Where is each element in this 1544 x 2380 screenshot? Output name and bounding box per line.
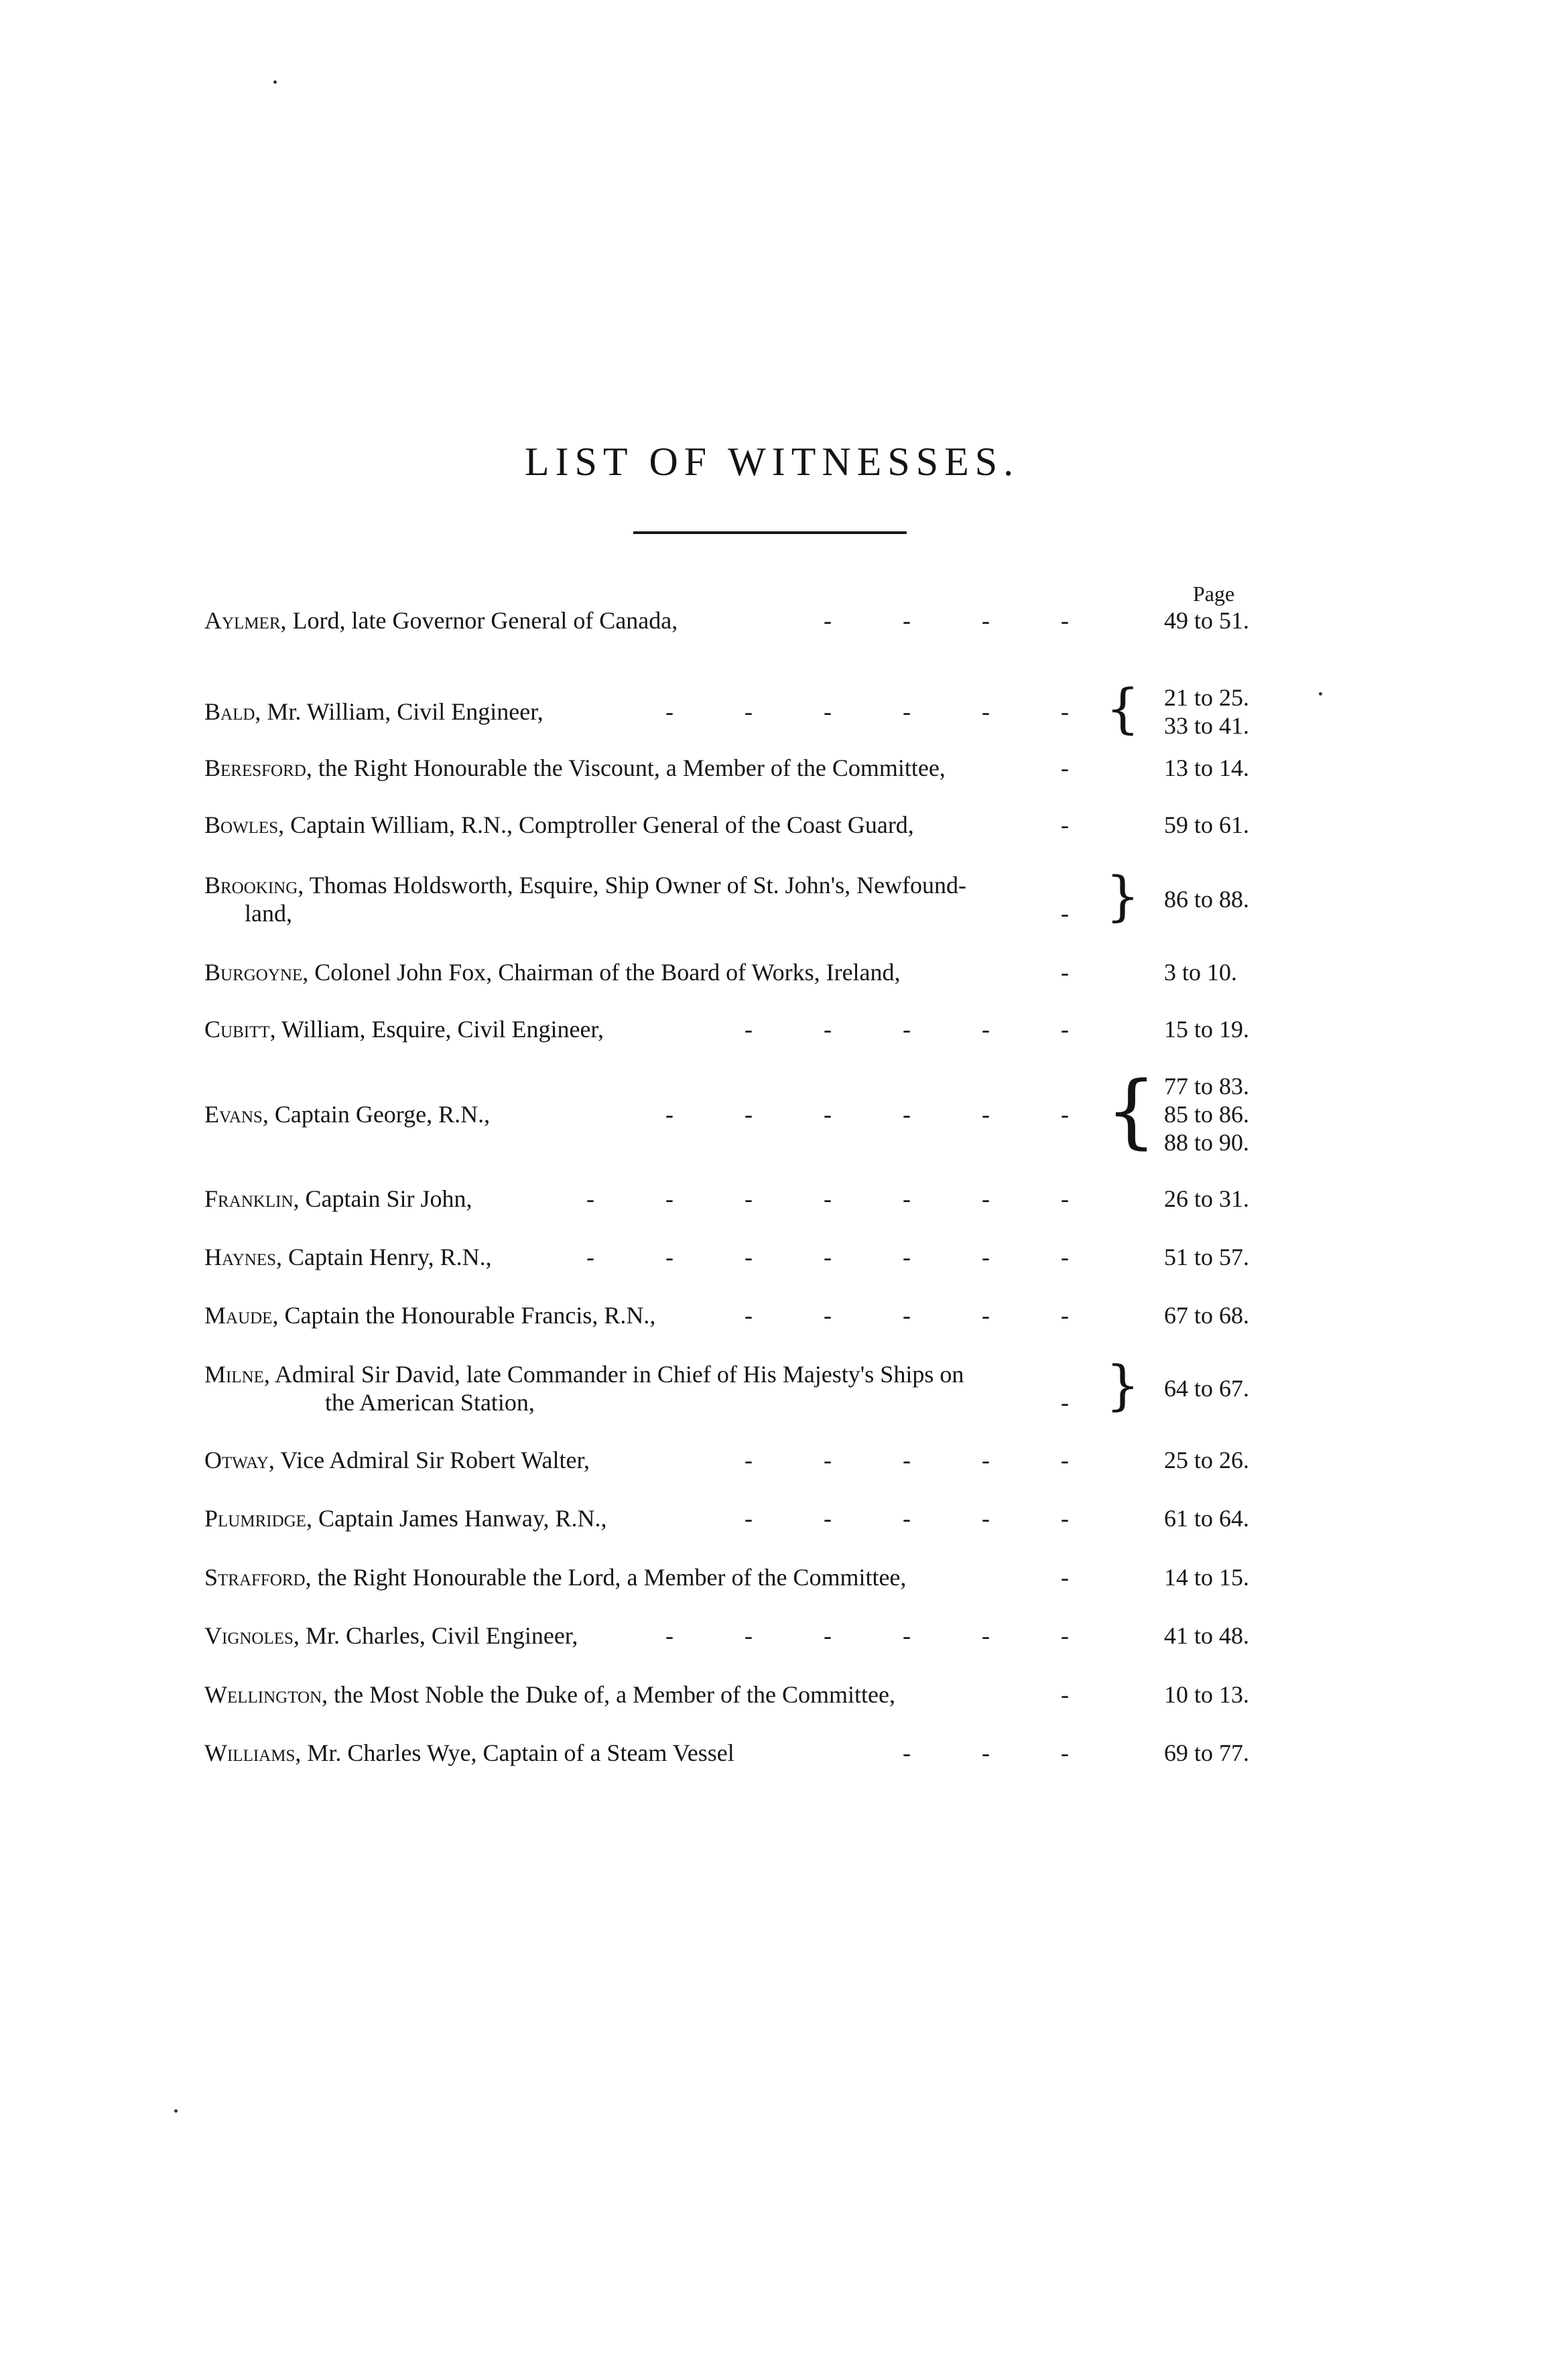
witness-surname: Beresford, xyxy=(204,754,312,781)
witness-name-line xyxy=(204,1504,607,1532)
witness-surname: Cubitt, xyxy=(204,1016,276,1043)
witness-name-line xyxy=(204,871,966,899)
page-range-value: 10 to 13. xyxy=(1164,1681,1250,1708)
witness-name-line xyxy=(204,1185,472,1213)
witness-entry xyxy=(204,865,1277,927)
witness-name-line xyxy=(204,811,914,839)
witness-entry xyxy=(204,606,1277,635)
witness-description: Captain James Hanway, R.N., xyxy=(312,1505,607,1532)
witness-name-line xyxy=(204,1100,490,1128)
leader-dashes: - - - xyxy=(903,1739,1069,1766)
page-range-value: 41 to 48. xyxy=(1164,1622,1250,1649)
leader-dashes: - xyxy=(1061,1389,1069,1416)
leader-dashes: - - - - - - xyxy=(665,698,1069,725)
witness-entry xyxy=(204,1185,1277,1213)
witness-name-line xyxy=(204,1015,604,1043)
witness-name-line xyxy=(204,1563,906,1591)
witness-entry xyxy=(204,1563,1277,1591)
page-range-value: 26 to 31. xyxy=(1164,1185,1250,1212)
page-range-value: 88 to 90. xyxy=(1164,1129,1250,1156)
witness-description: William, Esquire, Civil Engineer, xyxy=(275,1016,604,1043)
paper-speck xyxy=(1319,692,1322,696)
leader-dashes: - - - - - - xyxy=(665,1622,1069,1649)
witness-description: Lord, late Governor General of Canada, xyxy=(286,607,678,634)
witness-entry xyxy=(204,1301,1277,1329)
witness-surname: Evans, xyxy=(204,1101,269,1128)
page-range-value: 61 to 64. xyxy=(1164,1505,1250,1532)
witness-surname: Strafford, xyxy=(204,1564,312,1591)
witness-description: Captain the Honourable Francis, R.N., xyxy=(278,1302,656,1329)
page-range-value: 33 to 41. xyxy=(1164,712,1250,739)
witness-name-line xyxy=(204,1360,964,1388)
witness-name-line xyxy=(204,1301,655,1329)
page-range-value: 67 to 68. xyxy=(1164,1302,1250,1329)
page-range-value: 14 to 15. xyxy=(1164,1564,1250,1591)
witness-description-continued: the American Station, xyxy=(325,1389,535,1416)
witness-surname: Wellington, xyxy=(204,1681,328,1708)
witness-entry xyxy=(204,1015,1277,1043)
page-range-value: 69 to 77. xyxy=(1164,1739,1250,1766)
page-range-value: 25 to 26. xyxy=(1164,1447,1250,1473)
leader-dashes: - xyxy=(1061,900,1069,927)
witness-name-line xyxy=(204,606,678,635)
page-range-value: 15 to 19. xyxy=(1164,1016,1250,1043)
page-range-value: 13 to 14. xyxy=(1164,754,1250,781)
witness-surname: Bowles, xyxy=(204,811,285,838)
page-range-value: 3 to 10. xyxy=(1164,959,1238,986)
witness-description: Mr. Charles Wye, Captain of a Steam Vessel xyxy=(301,1739,734,1766)
witness-name-line xyxy=(204,1680,895,1709)
witness-surname: Franklin, xyxy=(204,1185,300,1212)
witness-description: Mr. William, Civil Engineer, xyxy=(261,698,543,725)
witness-surname: Aylmer, xyxy=(204,607,287,634)
witness-surname: Vignoles, xyxy=(204,1622,300,1649)
right-brace: } xyxy=(1106,1354,1140,1416)
page-range-value: 85 to 86. xyxy=(1164,1101,1250,1128)
paper-speck xyxy=(174,2109,178,2113)
leader-dashes: - - - - - xyxy=(745,1016,1069,1043)
leader-dashes: - - - - xyxy=(824,607,1069,634)
witness-entry xyxy=(204,958,1277,986)
witness-description: the Right Honourable the Viscount, a Member of the Committee, xyxy=(312,754,946,781)
witness-description-continued: land, xyxy=(245,900,292,927)
leader-dashes: - - - - - xyxy=(745,1447,1069,1473)
witness-name-line xyxy=(204,1446,590,1474)
witness-entry xyxy=(204,811,1277,839)
leader-dashes: - - - - - - - xyxy=(586,1244,1069,1270)
page-title: LIST OF WITNESSES. xyxy=(524,440,1020,484)
witness-description: Captain Sir John, xyxy=(299,1185,472,1212)
witness-description: Captain William, R.N., Comptroller General of the Coast Guard, xyxy=(284,811,914,838)
paper-speck xyxy=(273,80,277,84)
page-range-value: 86 to 88. xyxy=(1164,886,1250,913)
page-column-header: Page xyxy=(1193,582,1235,606)
witness-entry xyxy=(204,1446,1277,1474)
witness-name-line xyxy=(204,1622,578,1650)
leader-dashes: - xyxy=(1061,959,1069,986)
witness-name-line xyxy=(204,754,946,782)
witness-surname: Burgoyne, xyxy=(204,959,309,986)
witness-entry xyxy=(204,754,1277,782)
witness-entry xyxy=(204,1354,1277,1416)
witness-entry xyxy=(204,1243,1277,1271)
witness-entry xyxy=(204,1065,1277,1158)
leader-dashes: - - - - - - - xyxy=(586,1185,1069,1212)
witness-surname: Haynes, xyxy=(204,1244,283,1270)
page-range-value: 21 to 25. xyxy=(1164,684,1250,711)
page-range-value: 51 to 57. xyxy=(1164,1244,1250,1270)
witness-name-line xyxy=(204,1739,734,1767)
leader-dashes: - - - - - - xyxy=(665,1101,1069,1128)
witness-description: Captain Henry, R.N., xyxy=(282,1244,492,1270)
witness-name-line xyxy=(204,698,543,726)
witness-surname: Milne, xyxy=(204,1361,270,1388)
page-range-value: 77 to 83. xyxy=(1164,1073,1250,1100)
witness-entry xyxy=(204,1504,1277,1532)
leader-dashes: - xyxy=(1061,1681,1069,1708)
witness-entry xyxy=(204,1739,1277,1767)
witness-description: Colonel John Fox, Chairman of the Board of Works, Ireland, xyxy=(308,959,901,986)
page-range-value: 59 to 61. xyxy=(1164,811,1250,838)
leader-dashes: - xyxy=(1061,811,1069,838)
witness-entry xyxy=(204,677,1277,740)
witness-surname: Maude, xyxy=(204,1302,279,1329)
leader-dashes: - xyxy=(1061,754,1069,781)
witness-description: Thomas Holdsworth, Esquire, Ship Owner of St. John's, Newfound- xyxy=(304,872,967,899)
leader-dashes: - xyxy=(1061,1564,1069,1591)
witness-name-line xyxy=(204,1243,492,1271)
witness-entry xyxy=(204,1622,1277,1650)
page-range-value: 49 to 51. xyxy=(1164,607,1250,634)
witness-description: Vice Admiral Sir Robert Walter, xyxy=(274,1447,590,1473)
witness-surname: Brooking, xyxy=(204,872,304,899)
leader-dashes: - - - - - xyxy=(745,1505,1069,1532)
witness-description: the Right Honourable the Lord, a Member of the Committee, xyxy=(311,1564,907,1591)
witness-description: Mr. Charles, Civil Engineer, xyxy=(299,1622,578,1649)
leader-dashes: - - - - - xyxy=(745,1302,1069,1329)
witness-description: Captain George, R.N., xyxy=(268,1101,491,1128)
witness-description: the Most Noble the Duke of, a Member of the Committee, xyxy=(328,1681,895,1708)
title-rule xyxy=(633,531,907,534)
witness-surname: Williams, xyxy=(204,1739,302,1766)
witness-surname: Plumridge, xyxy=(204,1505,312,1532)
page-range-value: 64 to 67. xyxy=(1164,1375,1250,1402)
witness-surname: Bald, xyxy=(204,698,261,725)
witness-surname: Otway, xyxy=(204,1447,275,1473)
right-brace: } xyxy=(1106,865,1140,927)
witness-name-line xyxy=(204,958,901,986)
witness-entry xyxy=(204,1680,1277,1709)
witness-description: Admiral Sir David, late Commander in Chief of His Majesty's Ships on xyxy=(269,1361,964,1388)
left-brace: { xyxy=(1106,1065,1157,1158)
left-brace: { xyxy=(1106,677,1140,740)
